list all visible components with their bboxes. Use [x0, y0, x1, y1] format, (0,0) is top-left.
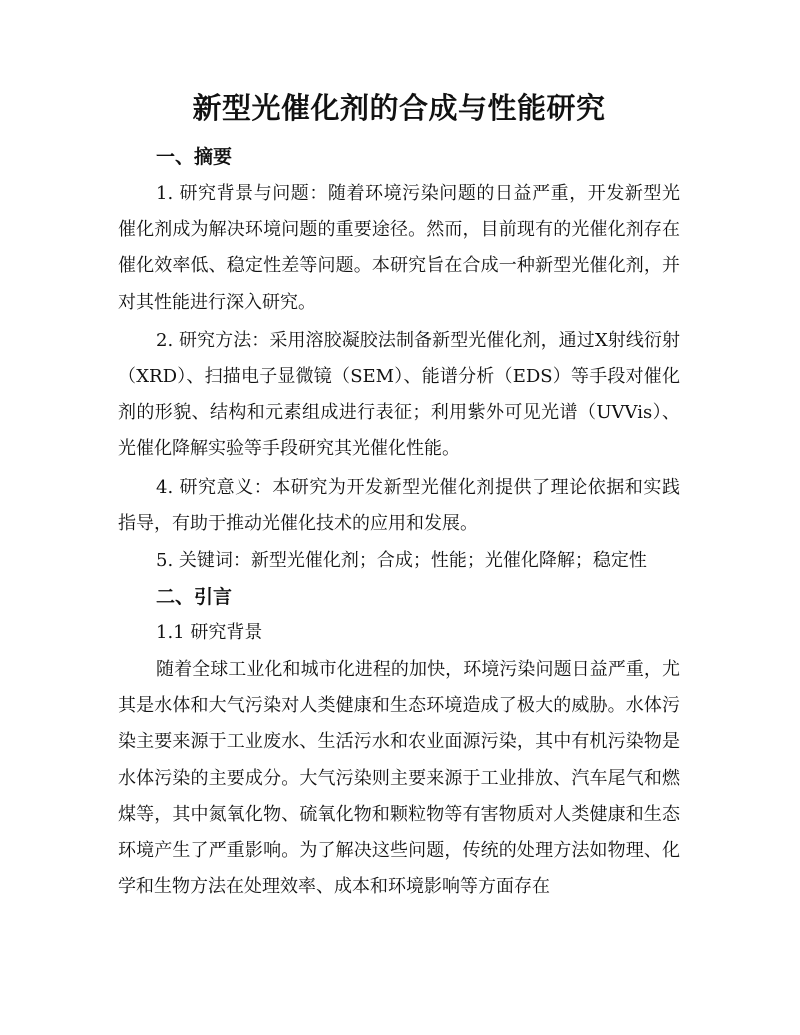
- abstract-heading: 一、摘要: [156, 146, 233, 168]
- intro-subheading: 1.1 研究背景: [156, 622, 263, 644]
- abstract-item-method: 2. 研究方法：采用溶胶凝胶法制备新型光催化剂，通过X射线衍射（XRD）、扫描电子显微镜（SEM）、能谱分析（EDS）等手段对催化剂的形貌、结构和元素组成进行表征；利用紫外可见光谱（UVVis）、光催化降解实验等手段研究其光催化性能。: [118, 329, 680, 460]
- intro-paragraph: 随着全球工业化和城市化进程的加快，环境污染问题日益严重，尤其是水体和大气污染对人类健康和生态环境造成了极大的威胁。水体污染主要来源于工业废水、生活污水和农业面源污染，其中有机污染物是水体污染的主要成分。大气污染则主要来源于工业排放、汽车尾气和燃煤等，其中氮氧化物、硫氧化物和颗粒物等有害物质对人类健康和生态环境产生了严重影响。为了解决这些问题，传统的处理方法如物理、化学和生物方法在处理效率、成本和环境影响等方面存在: [118, 659, 680, 898]
- abstract-item-background: 1. 研究背景与问题：随着环境污染问题的日益严重，开发新型光催化剂成为解决环境问题的重要途径。然而，目前现有的光催化剂存在催化效率低、稳定性差等问题。本研究旨在合成一种新型光催化剂，并对其性能进行深入研究。: [118, 183, 680, 313]
- abstract-item-keywords: 5. 关键词：新型光催化剂；合成；性能；光催化降解；稳定性: [156, 550, 647, 572]
- abstract-item-significance: 4. 研究意义：本研究为开发新型光催化剂提供了理论依据和实践指导，有助于推动光催化技术的应用和发展。: [118, 476, 680, 534]
- document-title: 新型光催化剂的合成与性能研究: [192, 91, 606, 125]
- intro-heading: 二、引言: [156, 586, 233, 609]
